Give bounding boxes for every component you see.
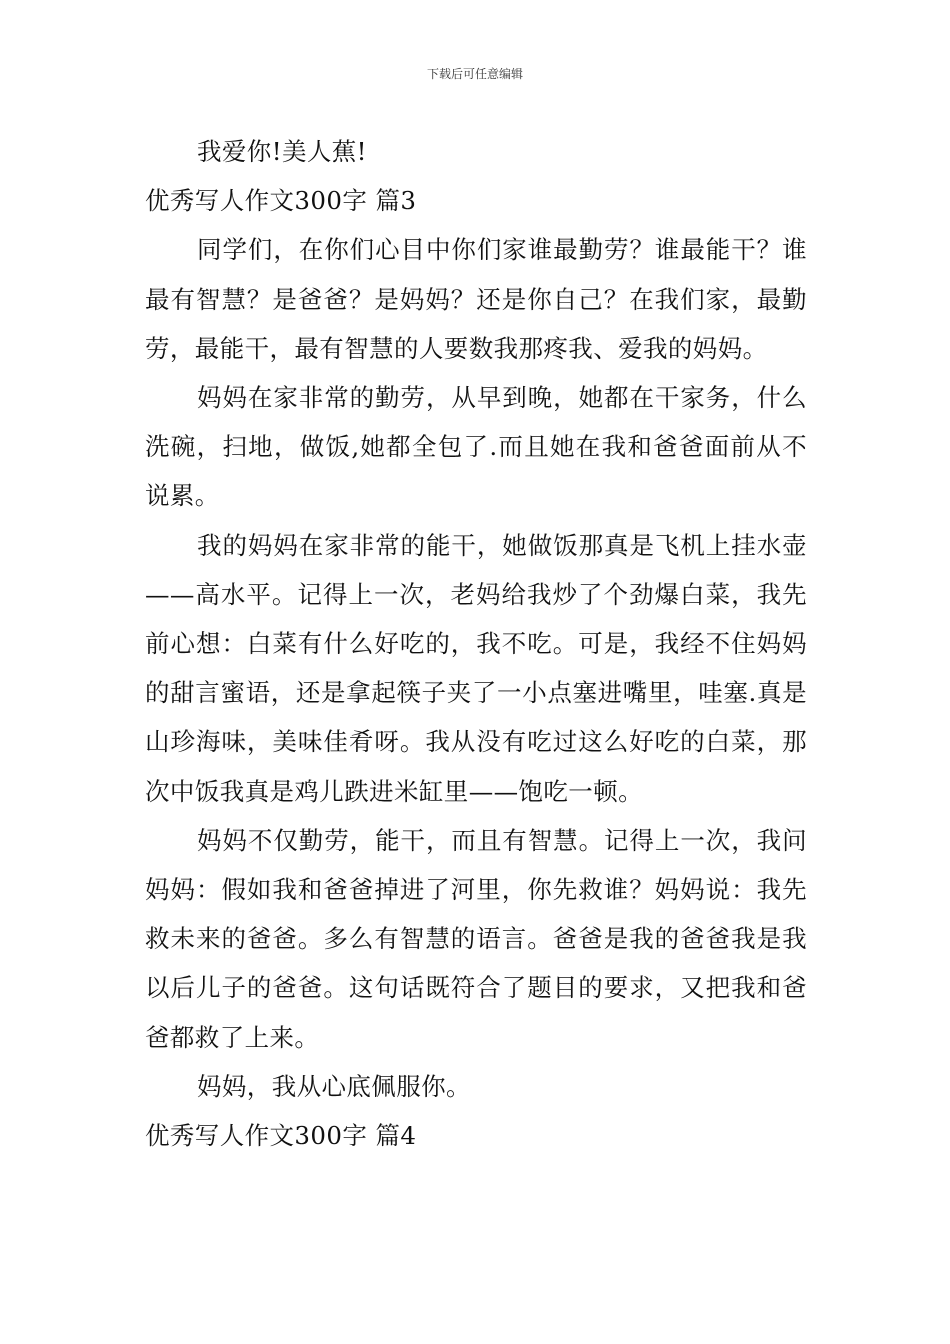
paragraph-intro: 同学们，在你们心目中你们家谁最勤劳？谁最能干？谁最有智慧？是爸爸？是妈妈？还是你自己？在我们家，最勤劳，最能干，最有智慧的人要数我那疼我、爱我的妈妈。	[145, 235, 807, 363]
section-heading-part-4: 优秀写人作文300字 篇4	[145, 1121, 417, 1151]
paragraph-closing-line: 我爱你!美人蕉!	[197, 137, 367, 166]
section-heading-part-3: 优秀写人作文300字 篇3	[145, 186, 417, 216]
page-header-note: 下载后可任意编辑	[426, 67, 523, 81]
document-body	[145, 127, 807, 1160]
paragraph-wisdom: 妈妈不仅勤劳，能干，而且有智慧。记得上一次，我问妈妈：假如我和爸爸掉进了河里，你先救谁？妈妈说：我先救未来的爸爸。多么有智慧的语言。爸爸是我的爸爸我是我以后儿子的爸爸。这句话既符合了题目的要求，又把我和爸爸都救了上来。	[145, 825, 807, 1052]
paragraph-admiration: 妈妈，我从心底佩服你。	[197, 1071, 471, 1101]
paragraph-hardworking: 妈妈在家非常的勤劳，从早到晚，她都在干家务，什么洗碗，扫地，做饭,她都全包了.而且她在我和爸爸面前从不说累。	[145, 383, 807, 511]
paragraph-capable: 我的妈妈在家非常的能干，她做饭那真是飞机上挂水壶——高水平。记得上一次，老妈给我炒了个劲爆白菜，我先前心想：白菜有什么好吃的，我不吃。可是，我经不住妈妈的甜言蜜语，还是拿起筷子夹了一小点塞进嘴里，哇塞.真是山珍海味，美味佳肴呀。我从没有吃过这么好吃的白菜，那次中饭我真是鸡儿跌进米缸里——饱吃一顿。	[145, 530, 807, 806]
